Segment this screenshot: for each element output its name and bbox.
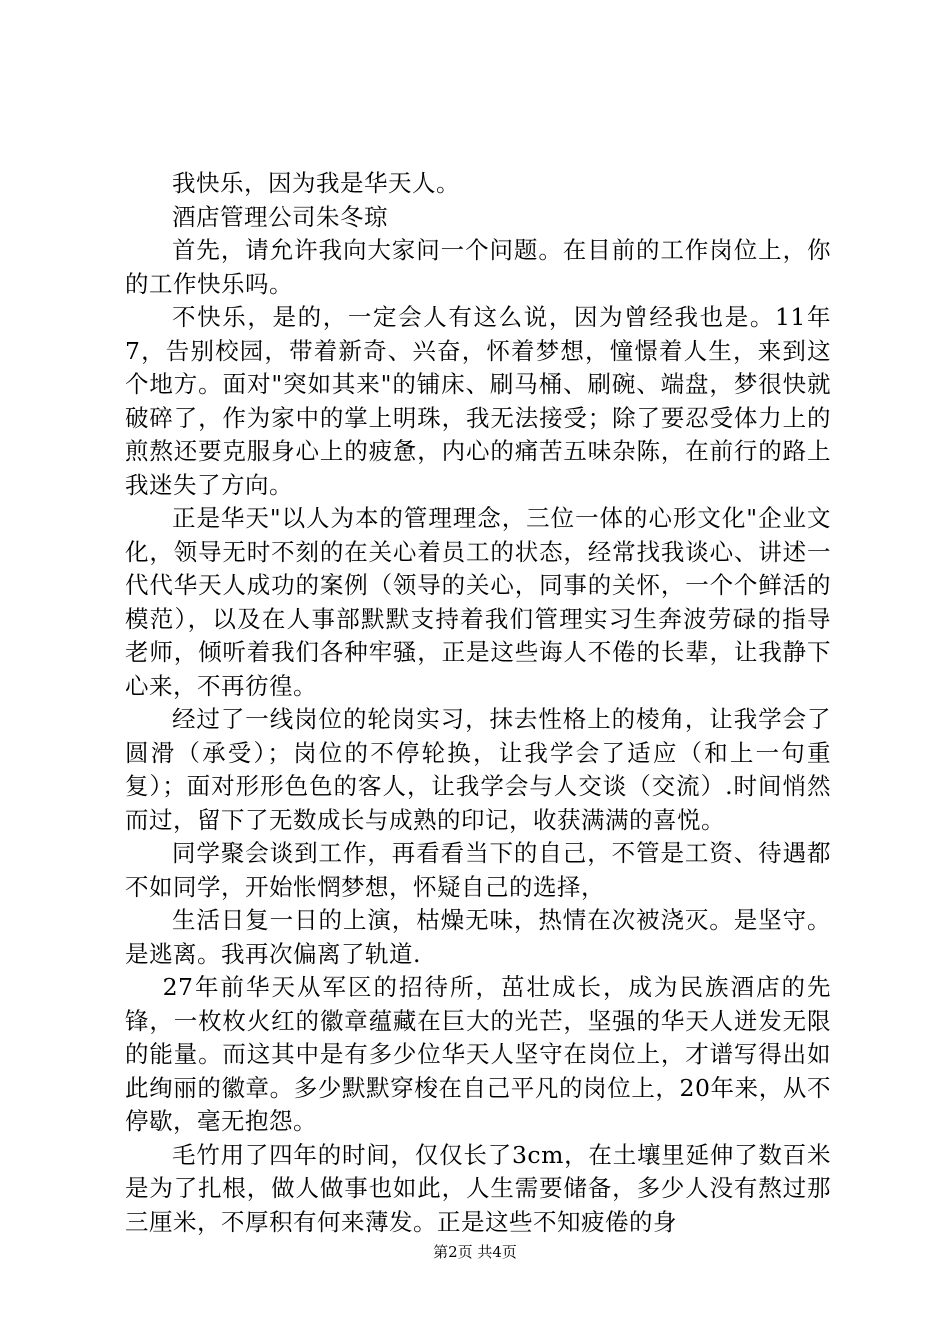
author-line: 酒店管理公司朱冬琼 bbox=[172, 202, 388, 231]
paragraph-question: 首先，请允许我向大家问一个问题。在目前的工作岗位上，你的工作快乐吗。 bbox=[125, 236, 831, 298]
paragraph-rotation: 经过了一线岗位的轮岗实习，抹去性格上的棱角，让我学会了圆滑（承受）；岗位的不停轮换，让我学会了适应（和上一句重复）；面对形形色色的客人，让我学会与人交谈（交流）.时间悄然而过，留下了无数成长与成熟的印记，收获满满的喜悦。 bbox=[125, 705, 831, 834]
paragraph-unhappy: 不快乐，是的，一定会人有这么说，因为曾经我也是。11年7，告别校园，带着新奇、兴奋，怀着梦想，憧憬着人生，来到这个地方。面对"突如其来"的铺床、刷马桶、刷碗、端盘，梦很快就破碎了，作为家中的掌上明珠，我无法接受；除了要忍受体力上的煎熬还要克服身心上的疲惫，内心的痛苦五味杂陈，在前行的路上我迷失了方向。 bbox=[125, 303, 831, 499]
essay-title: 我快乐，因为我是华天人。 bbox=[172, 169, 460, 197]
page-footer: 第2页 共4页 bbox=[433, 1243, 517, 1261]
paragraph-culture: 正是华天"以人为本的管理理念，三位一体的心形文化"企业文化，领导无时不刻的在关心着员工的状态，经常找我谈心、讲述一代代华天人成功的案例（领导的关心，同事的关怀，一个个鲜活的模范），以及在人事部默默支持着我们管理实习生奔波劳碌的指导老师，倾听着我们各种牢骚，正是这些诲人不倦的长辈，让我静下心来，不再彷徨。 bbox=[125, 504, 831, 700]
paragraph-history: 27年前华天从军区的招待所，茁壮成长，成为民族酒店的先锋，一枚枚火红的徽章蕴藏在巨大的光芒，坚强的华天人迸发无限的能量。而这其中是有多少位华天人坚守在岗位上，才谱写得出如此绚丽的徽章。多少默默穿梭在自己平凡的岗位上，20年来，从不停歇，毫无抱怨。 bbox=[125, 973, 831, 1135]
paragraph-reunion: 同学聚会谈到工作，再看看当下的自己，不管是工资、待遇都不如同学，开始怅惘梦想，怀疑自己的选择， bbox=[125, 839, 831, 901]
document-body bbox=[125, 167, 831, 1239]
paragraph-daily-life: 生活日复一日的上演，枯燥无味，热情在次被浇灭。是坚守。是逃离。我再次偏离了轨道. bbox=[125, 906, 831, 968]
paragraph-bamboo: 毛竹用了四年的时间，仅仅长了3cm，在土壤里延伸了数百米是为了扎根，做人做事也如此，人生需要储备，多少人没有熬过那三厘米，不厚积有何来薄发。正是这些不知疲倦的身 bbox=[125, 1140, 831, 1236]
